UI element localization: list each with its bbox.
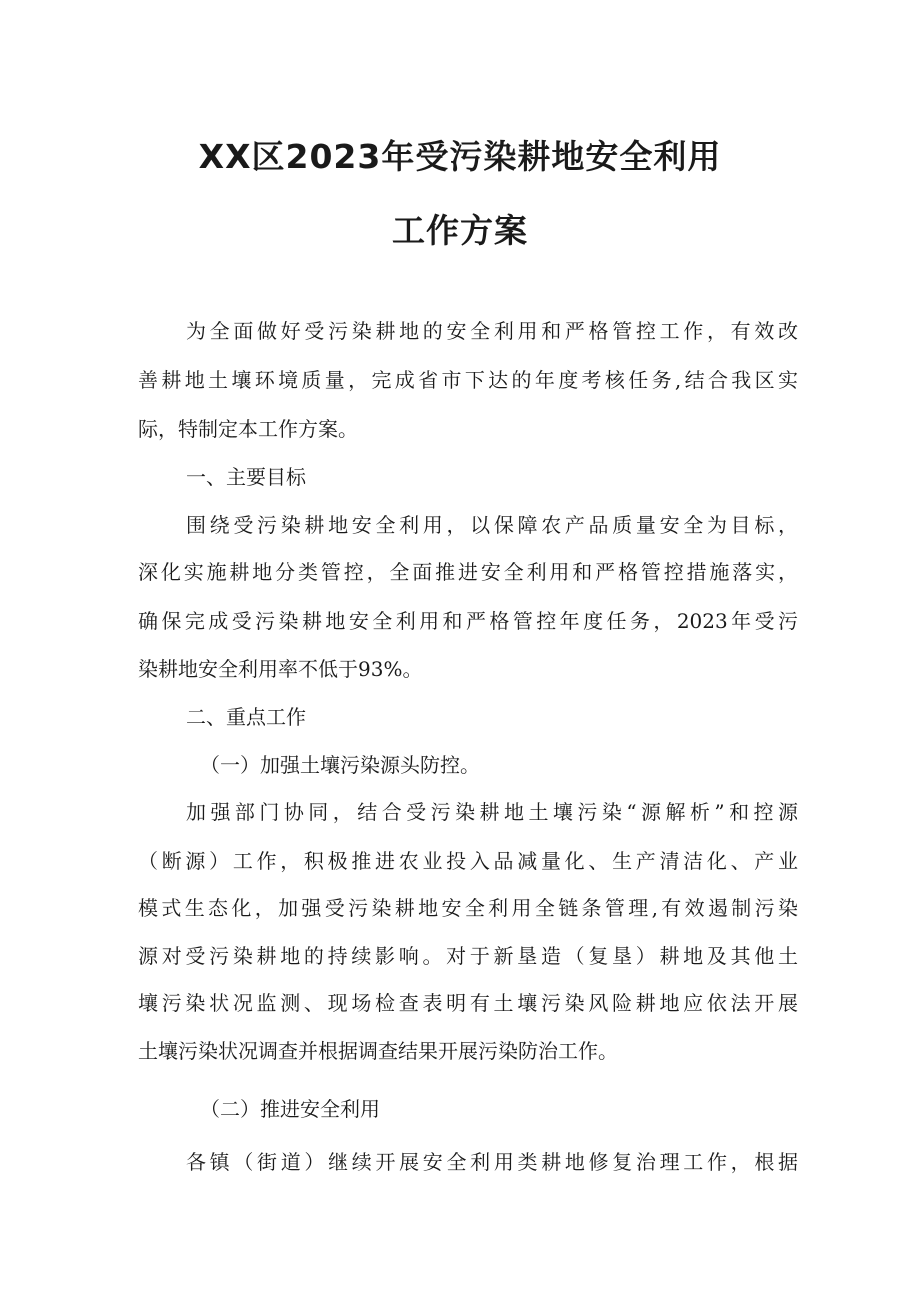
- subsection-1-heading: （一）加强土壤污染源头防控。: [200, 753, 480, 777]
- subsection-1-line-3: 模式生态化，加强受污染耕地安全利用全链条管理,有效遏制污染: [138, 896, 798, 920]
- section-2-heading: 二、重点工作: [186, 705, 306, 729]
- subsection-1-line-5: 壤污染状况监测、现场检查表明有土壤污染风险耕地应依法开展: [138, 991, 798, 1015]
- subsection-2-heading: （二）推进安全利用: [200, 1097, 380, 1121]
- section-1-line-2: 深化实施耕地分类管控，全面推进安全利用和严格管控措施落实，: [138, 560, 798, 584]
- subsection-1-line-4: 源对受污染耕地的持续影响。对于新垦造（复垦）耕地及其他土: [138, 944, 798, 968]
- intro-line-3: 际，特制定本工作方案。: [138, 417, 358, 441]
- section-1-line-4: 染耕地安全利用率不低于93%。: [138, 657, 423, 681]
- intro-line-2: 善耕地土壤环境质量，完成省市下达的年度考核任务,结合我区实: [138, 368, 798, 392]
- section-1-heading: 一、主要目标: [186, 465, 306, 489]
- intro-line-1: 为全面做好受污染耕地的安全利用和严格管控工作，有效改: [186, 319, 798, 343]
- document-title-line-2: 工作方案: [392, 211, 528, 250]
- subsection-1-line-6: 土壤污染状况调查并根据调查结果开展污染防治工作。: [138, 1039, 618, 1063]
- subsection-1-line-2: （断源）工作，积极推进农业投入品减量化、生产清洁化、产业: [138, 849, 798, 873]
- section-1-line-1: 围绕受污染耕地安全利用，以保障农产品质量安全为目标，: [186, 513, 798, 537]
- subsection-1-line-1: 加强部门协同，结合受污染耕地土壤污染“源解析”和控源: [186, 800, 798, 824]
- section-1-line-3: 确保完成受污染耕地安全利用和严格管控年度任务，2023年受污: [138, 609, 798, 633]
- document-title-line-1: XX区2023年受污染耕地安全利用: [198, 137, 722, 176]
- subsection-2-line-1: 各镇（街道）继续开展安全利用类耕地修复治理工作，根据: [186, 1150, 798, 1174]
